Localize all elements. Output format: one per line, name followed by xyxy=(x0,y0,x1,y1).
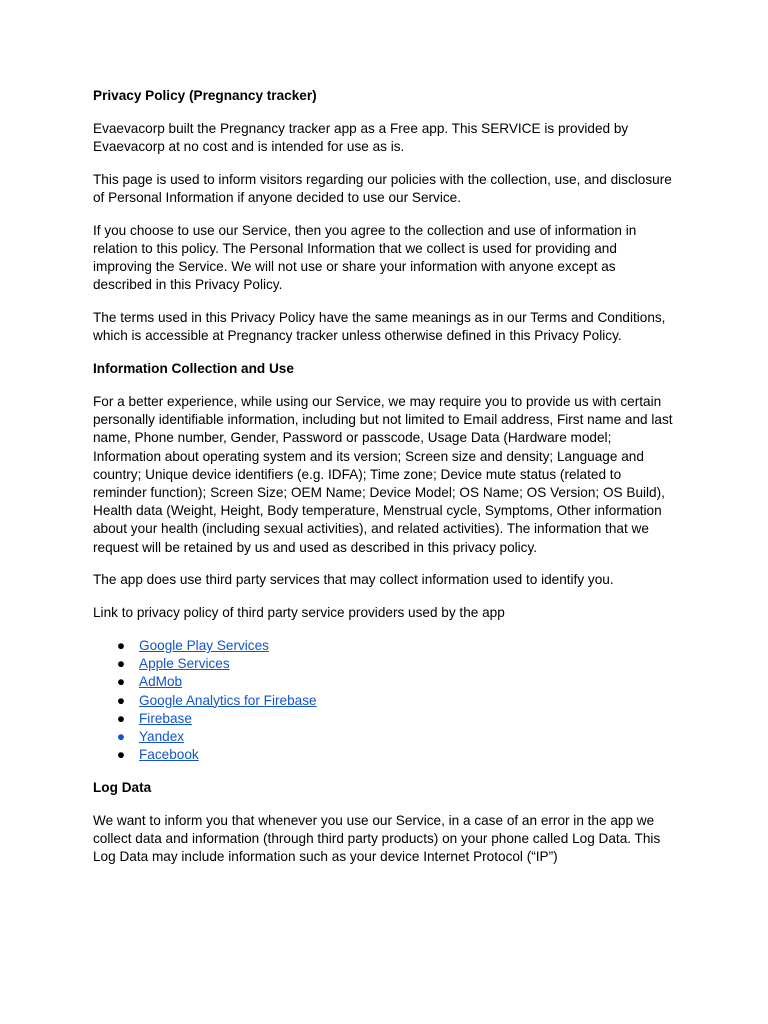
intro-paragraph: This page is used to inform visitors regarding our policies with the collection, use, and disclosure of Personal Information if anyone decided to use our Service. xyxy=(93,171,672,205)
intro-paragraph: The terms used in this Privacy Policy have the same meanings as in our Terms and Conditions, which is accessible at Pregnancy tracker unless otherwise defined in this Privacy Policy. xyxy=(93,310,666,344)
link-admob[interactable]: AdMob xyxy=(139,674,183,690)
info-paragraph: Link to privacy policy of third party service providers used by the app xyxy=(93,605,505,621)
list-item xyxy=(93,710,678,728)
link-yandex[interactable]: Yandex xyxy=(139,728,185,744)
list-item xyxy=(93,692,678,710)
bullet-icon: ● xyxy=(116,747,126,763)
list-item xyxy=(93,673,678,691)
list-item xyxy=(93,655,678,673)
log-data-paragraph: We want to inform you that whenever you use our Service, in a case of an error in the app we collect data and information (through third party products) on your phone called Log Data. This Log Data may include information such as your device Internet Protocol (“IP”) xyxy=(93,812,661,865)
bullet-icon: ● xyxy=(116,638,126,654)
list-item xyxy=(93,637,678,655)
link-google-play-services[interactable]: Google Play Services xyxy=(139,638,269,654)
intro-paragraph: Evaevacorp built the Pregnancy tracker app as a Free app. This SERVICE is provided by Evaevacorp at no cost and is intended for use as is. xyxy=(93,120,629,154)
intro-paragraph: If you choose to use our Service, then you agree to the collection and use of information in relation to this policy. The Personal Information that we collect is used for providing and improving the Service. We will not use or share your information with anyone except as described in this Privacy Policy. xyxy=(93,222,637,293)
third-party-links-list xyxy=(93,637,678,764)
section-heading-log-data: Log Data xyxy=(93,779,152,795)
link-facebook[interactable]: Facebook xyxy=(139,747,199,763)
bullet-icon: ● xyxy=(116,674,126,690)
bullet-icon: ● xyxy=(116,692,126,708)
link-firebase[interactable]: Firebase xyxy=(139,710,192,726)
list-item xyxy=(93,728,678,746)
info-paragraph: For a better experience, while using our Service, we may require you to provide us with certain personally identifiable information, including but not limited to Email address, First name and last name, Phone number, Gender, Password or passcode, Usage Data (Hardware model; Information about operating system and its version; Screen size and density; Language and country; Unique device identifiers (e.g. IDFA); Time zone; Device mute status (related to reminder function); Screen Size; OEM Name; Device Model; OS Name; OS Version; OS Build), Health data (Weight, Height, Body temperature, Menstrual cycle, Symptoms, Other information about your health (including sexual activities), and related activities). The information that we request will be retained by us and used as described in this privacy policy. xyxy=(93,394,673,555)
bullet-icon: ● xyxy=(116,656,126,672)
bullet-icon: ● xyxy=(116,710,126,726)
link-apple-services[interactable]: Apple Services xyxy=(139,656,230,672)
list-item xyxy=(93,746,678,764)
info-paragraph: The app does use third party services that may collect information used to identify you. xyxy=(93,572,614,588)
bullet-icon: ● xyxy=(116,728,126,744)
document-title: Privacy Policy (Pregnancy tracker) xyxy=(93,88,317,103)
link-google-analytics-for-firebase[interactable]: Google Analytics for Firebase xyxy=(139,692,317,708)
section-heading-information-collection: Information Collection and Use xyxy=(93,361,294,377)
